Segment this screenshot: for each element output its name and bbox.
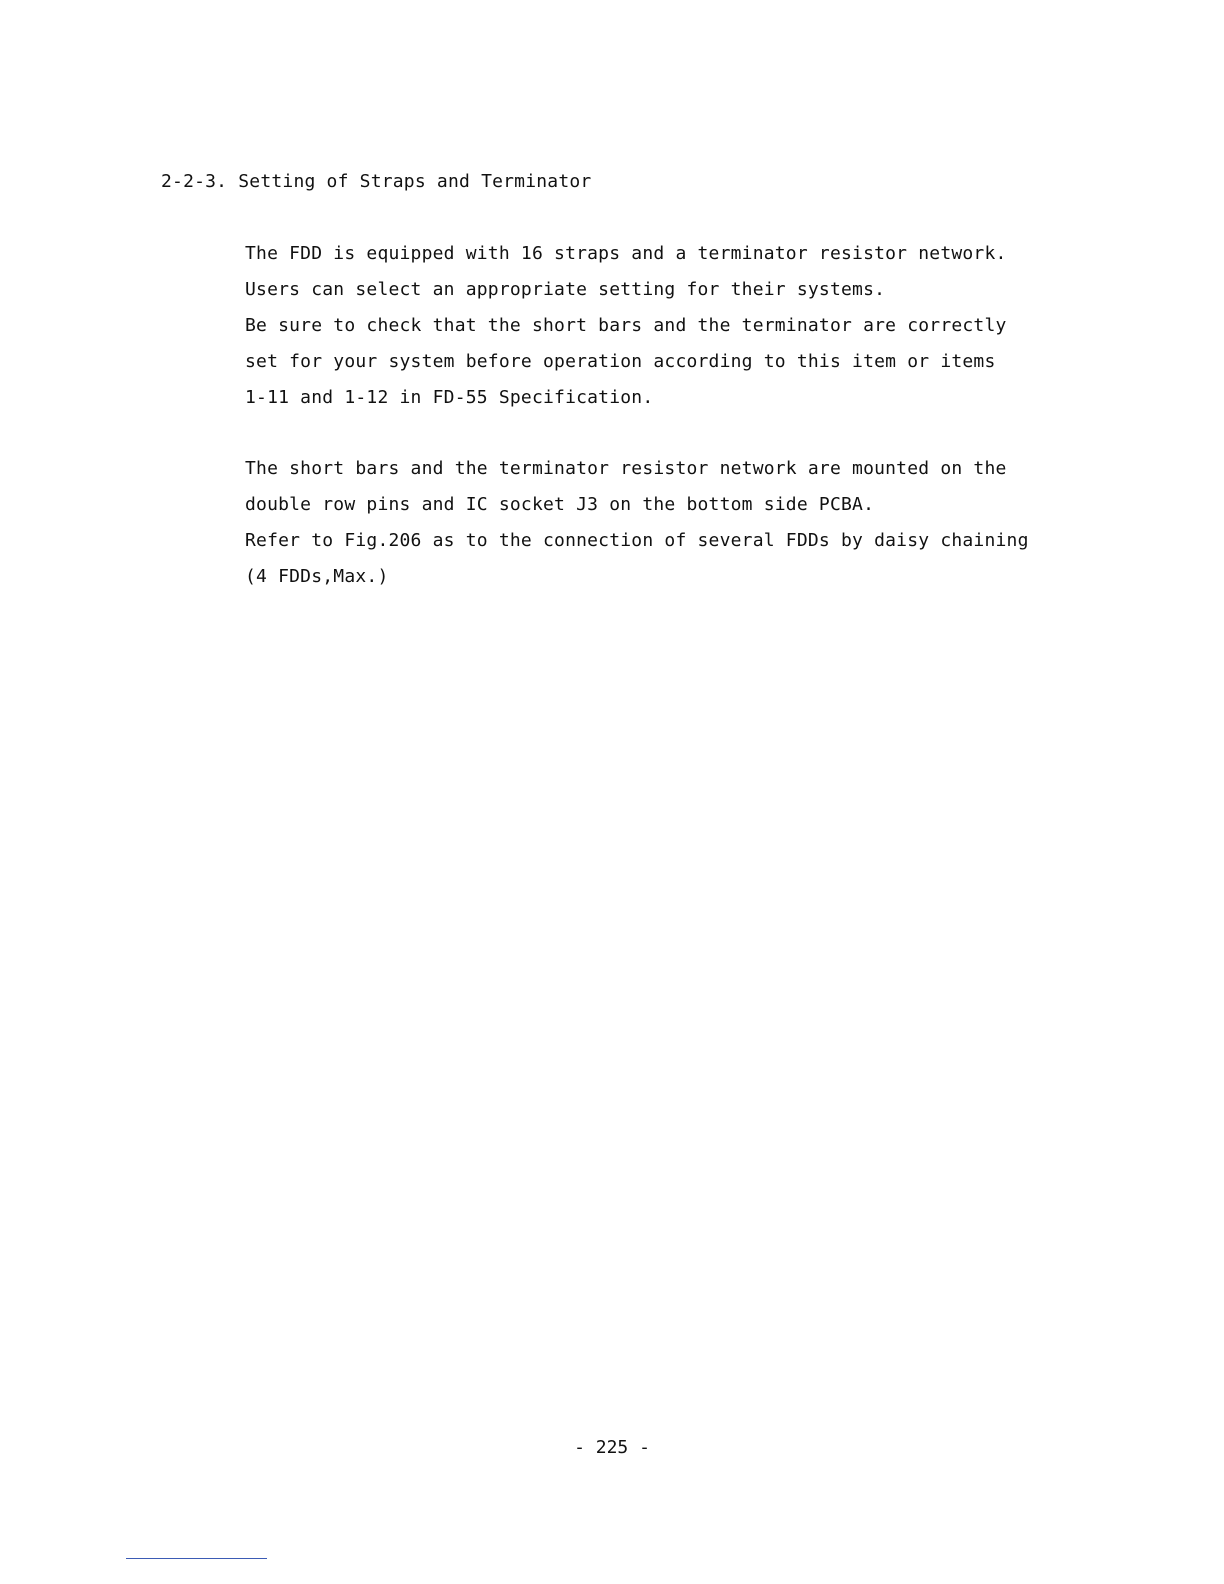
paragraph-line: The short bars and the terminator resistor network are mounted on the [245, 458, 1007, 479]
paragraph-line: Be sure to check that the short bars and the terminator are correctly [245, 315, 1007, 336]
paragraph-line: (4 FDDs,Max.) [245, 566, 389, 587]
section-heading: 2-2-3. Setting of Straps and Terminator [161, 171, 592, 192]
paragraph-line: The FDD is equipped with 16 straps and a terminator resistor network. [245, 243, 1007, 264]
paragraph-line: double row pins and IC socket J3 on the bottom side PCBA. [245, 494, 875, 515]
paragraph-mounting-info [245, 451, 1145, 595]
paragraph-line: 1-11 and 1-12 in FD-55 Specification. [245, 387, 654, 408]
page-number: - 225 - [574, 1437, 650, 1458]
paragraph-straps-overview [245, 236, 1145, 416]
paragraph-line: Refer to Fig.206 as to the connection of several FDDs by daisy chaining [245, 530, 1029, 551]
footnote-rule [126, 1558, 267, 1559]
paragraph-line: set for your system before operation according to this item or items [245, 351, 996, 372]
paragraph-line: Users can select an appropriate setting for their systems. [245, 279, 886, 300]
